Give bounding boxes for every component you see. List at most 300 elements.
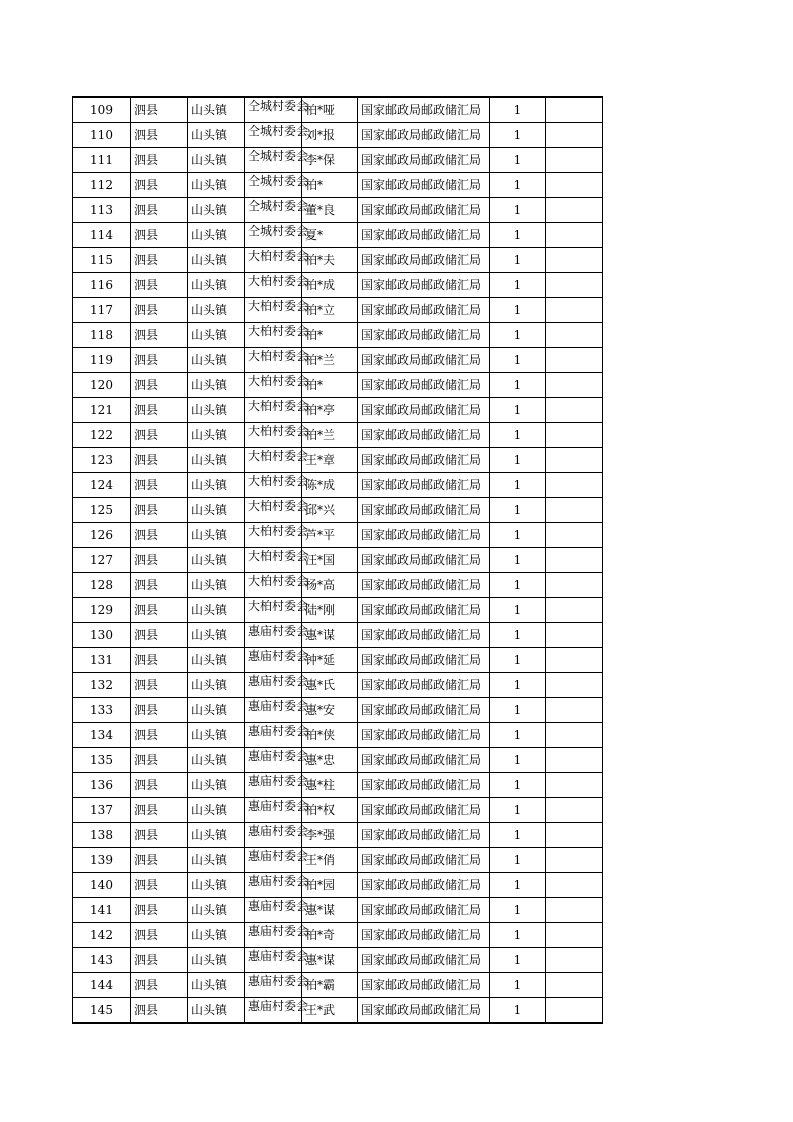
county-cell: 泗县 bbox=[131, 298, 188, 323]
count-cell: 1 bbox=[490, 623, 546, 648]
town-cell: 山头镇 bbox=[188, 798, 245, 823]
village-cell bbox=[245, 573, 309, 598]
person-name-cell: 惠*柱 bbox=[302, 773, 358, 798]
town-cell: 山头镇 bbox=[188, 623, 245, 648]
village-cell bbox=[245, 648, 309, 673]
bank-cell: 国家邮政局邮政储汇局 bbox=[358, 398, 490, 423]
blank-cell bbox=[546, 348, 603, 373]
serial-number-cell: 119 bbox=[73, 348, 131, 373]
blank-cell bbox=[546, 623, 603, 648]
village-text: 惠庙村委会 bbox=[248, 873, 309, 888]
blank-cell bbox=[546, 223, 603, 248]
village-text: 仝城村委会 bbox=[248, 223, 309, 238]
county-cell: 泗县 bbox=[131, 848, 188, 873]
table-row bbox=[73, 123, 603, 148]
count-cell: 1 bbox=[490, 448, 546, 473]
person-name-cell: 惠*忠 bbox=[302, 748, 358, 773]
town-cell: 山头镇 bbox=[188, 323, 245, 348]
person-name-cell: 柏* bbox=[302, 373, 358, 398]
county-cell: 泗县 bbox=[131, 523, 188, 548]
county-cell: 泗县 bbox=[131, 748, 188, 773]
count-cell: 1 bbox=[490, 123, 546, 148]
county-cell: 泗县 bbox=[131, 423, 188, 448]
county-cell: 泗县 bbox=[131, 648, 188, 673]
village-text: 惠庙村委会 bbox=[248, 848, 309, 863]
count-cell: 1 bbox=[490, 723, 546, 748]
village-text: 大柏村委会 bbox=[248, 448, 309, 463]
data-table bbox=[72, 96, 603, 1024]
county-cell: 泗县 bbox=[131, 798, 188, 823]
village-text: 惠庙村委会 bbox=[248, 748, 309, 763]
town-cell: 山头镇 bbox=[188, 723, 245, 748]
count-cell: 1 bbox=[490, 998, 546, 1024]
serial-number-cell: 144 bbox=[73, 973, 131, 998]
town-cell: 山头镇 bbox=[188, 148, 245, 173]
person-name-cell: 邱*兴 bbox=[302, 498, 358, 523]
village-cell bbox=[245, 973, 309, 998]
count-cell: 1 bbox=[490, 548, 546, 573]
village-cell bbox=[245, 898, 309, 923]
county-cell: 泗县 bbox=[131, 923, 188, 948]
county-cell: 泗县 bbox=[131, 623, 188, 648]
village-cell bbox=[245, 523, 309, 548]
serial-number-cell: 125 bbox=[73, 498, 131, 523]
count-cell: 1 bbox=[490, 573, 546, 598]
table-row bbox=[73, 198, 603, 223]
blank-cell bbox=[546, 998, 603, 1024]
serial-number-cell: 116 bbox=[73, 273, 131, 298]
table-row bbox=[73, 473, 603, 498]
table-row bbox=[73, 673, 603, 698]
serial-number-cell: 140 bbox=[73, 873, 131, 898]
county-cell: 泗县 bbox=[131, 673, 188, 698]
serial-number-cell: 122 bbox=[73, 423, 131, 448]
blank-cell bbox=[546, 398, 603, 423]
person-name-cell: 李*强 bbox=[302, 823, 358, 848]
table-row bbox=[73, 698, 603, 723]
blank-cell bbox=[546, 923, 603, 948]
table-row bbox=[73, 523, 603, 548]
town-cell: 山头镇 bbox=[188, 748, 245, 773]
person-name-cell: 柏*园 bbox=[302, 873, 358, 898]
village-cell bbox=[245, 198, 309, 223]
count-cell: 1 bbox=[490, 248, 546, 273]
count-cell: 1 bbox=[490, 748, 546, 773]
count-cell: 1 bbox=[490, 323, 546, 348]
table-row bbox=[73, 498, 603, 523]
town-cell: 山头镇 bbox=[188, 698, 245, 723]
village-text: 惠庙村委会 bbox=[248, 773, 309, 788]
village-cell bbox=[245, 598, 309, 623]
county-cell: 泗县 bbox=[131, 823, 188, 848]
person-name-cell: 柏*权 bbox=[302, 798, 358, 823]
bank-cell: 国家邮政局邮政储汇局 bbox=[358, 673, 490, 698]
bank-cell: 国家邮政局邮政储汇局 bbox=[358, 448, 490, 473]
bank-cell: 国家邮政局邮政储汇局 bbox=[358, 97, 490, 123]
bank-cell: 国家邮政局邮政储汇局 bbox=[358, 523, 490, 548]
table-row bbox=[73, 798, 603, 823]
blank-cell bbox=[546, 873, 603, 898]
bank-cell: 国家邮政局邮政储汇局 bbox=[358, 498, 490, 523]
table-row bbox=[73, 348, 603, 373]
count-cell: 1 bbox=[490, 398, 546, 423]
village-text: 惠庙村委会 bbox=[248, 998, 309, 1013]
serial-number-cell: 112 bbox=[73, 173, 131, 198]
count-cell: 1 bbox=[490, 848, 546, 873]
county-cell: 泗县 bbox=[131, 348, 188, 373]
village-text: 大柏村委会 bbox=[248, 423, 309, 438]
person-name-cell: 柏*兰 bbox=[302, 423, 358, 448]
blank-cell bbox=[546, 148, 603, 173]
bank-cell: 国家邮政局邮政储汇局 bbox=[358, 823, 490, 848]
bank-cell: 国家邮政局邮政储汇局 bbox=[358, 698, 490, 723]
blank-cell bbox=[546, 598, 603, 623]
serial-number-cell: 141 bbox=[73, 898, 131, 923]
village-cell bbox=[245, 848, 309, 873]
village-text: 大柏村委会 bbox=[248, 373, 309, 388]
serial-number-cell: 143 bbox=[73, 948, 131, 973]
count-cell: 1 bbox=[490, 773, 546, 798]
town-cell: 山头镇 bbox=[188, 823, 245, 848]
county-cell: 泗县 bbox=[131, 573, 188, 598]
blank-cell bbox=[546, 373, 603, 398]
table-row bbox=[73, 973, 603, 998]
county-cell: 泗县 bbox=[131, 698, 188, 723]
table-row bbox=[73, 373, 603, 398]
town-cell: 山头镇 bbox=[188, 298, 245, 323]
bank-cell: 国家邮政局邮政储汇局 bbox=[358, 798, 490, 823]
bank-cell: 国家邮政局邮政储汇局 bbox=[358, 423, 490, 448]
person-name-cell: 柏*奇 bbox=[302, 923, 358, 948]
serial-number-cell: 126 bbox=[73, 523, 131, 548]
blank-cell bbox=[546, 498, 603, 523]
person-name-cell: 惠*谋 bbox=[302, 623, 358, 648]
person-name-cell: 柏* bbox=[302, 323, 358, 348]
table-row bbox=[73, 923, 603, 948]
county-cell: 泗县 bbox=[131, 723, 188, 748]
town-cell: 山头镇 bbox=[188, 648, 245, 673]
village-text: 惠庙村委会 bbox=[248, 698, 309, 713]
table-row bbox=[73, 223, 603, 248]
serial-number-cell: 115 bbox=[73, 248, 131, 273]
county-cell: 泗县 bbox=[131, 973, 188, 998]
blank-cell bbox=[546, 948, 603, 973]
count-cell: 1 bbox=[490, 973, 546, 998]
serial-number-cell: 136 bbox=[73, 773, 131, 798]
bank-cell: 国家邮政局邮政储汇局 bbox=[358, 348, 490, 373]
table-row bbox=[73, 148, 603, 173]
village-cell bbox=[245, 423, 309, 448]
county-cell: 泗县 bbox=[131, 873, 188, 898]
village-cell bbox=[245, 97, 309, 123]
person-name-cell: 柏* bbox=[302, 173, 358, 198]
serial-number-cell: 132 bbox=[73, 673, 131, 698]
village-text: 仝城村委会 bbox=[248, 198, 309, 213]
table-row bbox=[73, 548, 603, 573]
count-cell: 1 bbox=[490, 873, 546, 898]
table-row bbox=[73, 323, 603, 348]
person-name-cell: 李*保 bbox=[302, 148, 358, 173]
person-name-cell: 柏*夫 bbox=[302, 248, 358, 273]
village-cell bbox=[245, 123, 309, 148]
serial-number-cell: 111 bbox=[73, 148, 131, 173]
village-text: 大柏村委会 bbox=[248, 523, 309, 538]
person-name-cell: 柏*立 bbox=[302, 298, 358, 323]
bank-cell: 国家邮政局邮政储汇局 bbox=[358, 898, 490, 923]
serial-number-cell: 133 bbox=[73, 698, 131, 723]
village-cell bbox=[245, 723, 309, 748]
village-cell bbox=[245, 548, 309, 573]
serial-number-cell: 114 bbox=[73, 223, 131, 248]
count-cell: 1 bbox=[490, 198, 546, 223]
village-cell bbox=[245, 373, 309, 398]
table-row bbox=[73, 848, 603, 873]
bank-cell: 国家邮政局邮政储汇局 bbox=[358, 648, 490, 673]
bank-cell: 国家邮政局邮政储汇局 bbox=[358, 598, 490, 623]
table-row bbox=[73, 648, 603, 673]
village-cell bbox=[245, 348, 309, 373]
bank-cell: 国家邮政局邮政储汇局 bbox=[358, 723, 490, 748]
count-cell: 1 bbox=[490, 898, 546, 923]
village-cell bbox=[245, 298, 309, 323]
town-cell: 山头镇 bbox=[188, 948, 245, 973]
count-cell: 1 bbox=[490, 348, 546, 373]
bank-cell: 国家邮政局邮政储汇局 bbox=[358, 323, 490, 348]
serial-number-cell: 145 bbox=[73, 998, 131, 1024]
village-cell bbox=[245, 998, 309, 1024]
bank-cell: 国家邮政局邮政储汇局 bbox=[358, 748, 490, 773]
bank-cell: 国家邮政局邮政储汇局 bbox=[358, 573, 490, 598]
count-cell: 1 bbox=[490, 523, 546, 548]
blank-cell bbox=[546, 648, 603, 673]
table-row bbox=[73, 423, 603, 448]
blank-cell bbox=[546, 273, 603, 298]
table-row bbox=[73, 173, 603, 198]
table-row bbox=[73, 573, 603, 598]
village-cell bbox=[245, 148, 309, 173]
count-cell: 1 bbox=[490, 373, 546, 398]
town-cell: 山头镇 bbox=[188, 873, 245, 898]
town-cell: 山头镇 bbox=[188, 198, 245, 223]
table-row bbox=[73, 948, 603, 973]
person-name-cell: 刘*报 bbox=[302, 123, 358, 148]
town-cell: 山头镇 bbox=[188, 673, 245, 698]
village-cell bbox=[245, 448, 309, 473]
blank-cell bbox=[546, 898, 603, 923]
village-cell bbox=[245, 323, 309, 348]
village-text: 大柏村委会 bbox=[248, 598, 309, 613]
village-cell bbox=[245, 173, 309, 198]
town-cell: 山头镇 bbox=[188, 97, 245, 123]
bank-cell: 国家邮政局邮政储汇局 bbox=[358, 548, 490, 573]
count-cell: 1 bbox=[490, 273, 546, 298]
town-cell: 山头镇 bbox=[188, 898, 245, 923]
village-text: 大柏村委会 bbox=[248, 548, 309, 563]
village-text: 仝城村委会 bbox=[248, 123, 309, 138]
bank-cell: 国家邮政局邮政储汇局 bbox=[358, 198, 490, 223]
count-cell: 1 bbox=[490, 223, 546, 248]
village-text: 仝城村委会 bbox=[248, 173, 309, 188]
serial-number-cell: 139 bbox=[73, 848, 131, 873]
town-cell: 山头镇 bbox=[188, 573, 245, 598]
village-text: 仝城村委会 bbox=[248, 148, 309, 163]
person-name-cell: 惠*安 bbox=[302, 698, 358, 723]
bank-cell: 国家邮政局邮政储汇局 bbox=[358, 623, 490, 648]
blank-cell bbox=[546, 723, 603, 748]
blank-cell bbox=[546, 198, 603, 223]
blank-cell bbox=[546, 973, 603, 998]
county-cell: 泗县 bbox=[131, 948, 188, 973]
town-cell: 山头镇 bbox=[188, 123, 245, 148]
blank-cell bbox=[546, 448, 603, 473]
village-text: 惠庙村委会 bbox=[248, 648, 309, 663]
count-cell: 1 bbox=[490, 598, 546, 623]
village-cell bbox=[245, 623, 309, 648]
table-row bbox=[73, 898, 603, 923]
person-name-cell: 惠*谋 bbox=[302, 898, 358, 923]
person-name-cell: 钟*延 bbox=[302, 648, 358, 673]
blank-cell bbox=[546, 773, 603, 798]
serial-number-cell: 110 bbox=[73, 123, 131, 148]
count-cell: 1 bbox=[490, 823, 546, 848]
person-name-cell: 陈*成 bbox=[302, 473, 358, 498]
county-cell: 泗县 bbox=[131, 498, 188, 523]
village-text: 惠庙村委会 bbox=[248, 723, 309, 738]
town-cell: 山头镇 bbox=[188, 348, 245, 373]
serial-number-cell: 117 bbox=[73, 298, 131, 323]
county-cell: 泗县 bbox=[131, 898, 188, 923]
town-cell: 山头镇 bbox=[188, 548, 245, 573]
village-cell bbox=[245, 473, 309, 498]
bank-cell: 国家邮政局邮政储汇局 bbox=[358, 773, 490, 798]
table-row bbox=[73, 398, 603, 423]
person-name-cell: 陆*刚 bbox=[302, 598, 358, 623]
village-cell bbox=[245, 773, 309, 798]
table-row bbox=[73, 448, 603, 473]
table-row bbox=[73, 248, 603, 273]
blank-cell bbox=[546, 698, 603, 723]
village-cell bbox=[245, 273, 309, 298]
town-cell: 山头镇 bbox=[188, 923, 245, 948]
blank-cell bbox=[546, 823, 603, 848]
blank-cell bbox=[546, 748, 603, 773]
county-cell: 泗县 bbox=[131, 323, 188, 348]
town-cell: 山头镇 bbox=[188, 498, 245, 523]
town-cell: 山头镇 bbox=[188, 998, 245, 1024]
blank-cell bbox=[546, 423, 603, 448]
county-cell: 泗县 bbox=[131, 598, 188, 623]
serial-number-cell: 121 bbox=[73, 398, 131, 423]
village-text: 仝城村委会 bbox=[248, 98, 309, 113]
blank-cell bbox=[546, 548, 603, 573]
blank-cell bbox=[546, 523, 603, 548]
blank-cell bbox=[546, 123, 603, 148]
village-cell bbox=[245, 248, 309, 273]
village-cell bbox=[245, 673, 309, 698]
table-row bbox=[73, 623, 603, 648]
bank-cell: 国家邮政局邮政储汇局 bbox=[358, 373, 490, 398]
count-cell: 1 bbox=[490, 698, 546, 723]
blank-cell bbox=[546, 298, 603, 323]
county-cell: 泗县 bbox=[131, 248, 188, 273]
serial-number-cell: 123 bbox=[73, 448, 131, 473]
county-cell: 泗县 bbox=[131, 548, 188, 573]
blank-cell bbox=[546, 473, 603, 498]
county-cell: 泗县 bbox=[131, 473, 188, 498]
count-cell: 1 bbox=[490, 648, 546, 673]
person-name-cell: 夏* bbox=[302, 223, 358, 248]
person-name-cell: 柏*亭 bbox=[302, 398, 358, 423]
serial-number-cell: 128 bbox=[73, 573, 131, 598]
village-cell bbox=[245, 823, 309, 848]
town-cell: 山头镇 bbox=[188, 473, 245, 498]
bank-cell: 国家邮政局邮政储汇局 bbox=[358, 248, 490, 273]
bank-cell: 国家邮政局邮政储汇局 bbox=[358, 473, 490, 498]
village-text: 惠庙村委会 bbox=[248, 798, 309, 813]
village-cell bbox=[245, 223, 309, 248]
person-name-cell: 汪*国 bbox=[302, 548, 358, 573]
village-cell bbox=[245, 923, 309, 948]
blank-cell bbox=[546, 798, 603, 823]
person-name-cell: 杨*高 bbox=[302, 573, 358, 598]
serial-number-cell: 113 bbox=[73, 198, 131, 223]
town-cell: 山头镇 bbox=[188, 598, 245, 623]
table-row bbox=[73, 823, 603, 848]
serial-number-cell: 130 bbox=[73, 623, 131, 648]
village-cell bbox=[245, 398, 309, 423]
town-cell: 山头镇 bbox=[188, 248, 245, 273]
count-cell: 1 bbox=[490, 798, 546, 823]
county-cell: 泗县 bbox=[131, 998, 188, 1024]
blank-cell bbox=[546, 573, 603, 598]
village-text: 惠庙村委会 bbox=[248, 948, 309, 963]
count-cell: 1 bbox=[490, 948, 546, 973]
person-name-cell: 惠*谋 bbox=[302, 948, 358, 973]
village-text: 惠庙村委会 bbox=[248, 923, 309, 938]
person-name-cell: 柏*兰 bbox=[302, 348, 358, 373]
village-text: 惠庙村委会 bbox=[248, 898, 309, 913]
county-cell: 泗县 bbox=[131, 448, 188, 473]
person-name-cell: 芦*平 bbox=[302, 523, 358, 548]
person-name-cell: 王*章 bbox=[302, 448, 358, 473]
table-row bbox=[73, 97, 603, 123]
count-cell: 1 bbox=[490, 148, 546, 173]
village-text: 惠庙村委会 bbox=[248, 623, 309, 638]
count-cell: 1 bbox=[490, 498, 546, 523]
bank-cell: 国家邮政局邮政储汇局 bbox=[358, 998, 490, 1024]
bank-cell: 国家邮政局邮政储汇局 bbox=[358, 223, 490, 248]
person-name-cell: 柏*侠 bbox=[302, 723, 358, 748]
blank-cell bbox=[546, 848, 603, 873]
bank-cell: 国家邮政局邮政储汇局 bbox=[358, 148, 490, 173]
count-cell: 1 bbox=[490, 173, 546, 198]
village-text: 大柏村委会 bbox=[248, 498, 309, 513]
county-cell: 泗县 bbox=[131, 398, 188, 423]
village-text: 大柏村委会 bbox=[248, 573, 309, 588]
person-name-cell: 柏*霸 bbox=[302, 973, 358, 998]
bank-cell: 国家邮政局邮政储汇局 bbox=[358, 873, 490, 898]
serial-number-cell: 135 bbox=[73, 748, 131, 773]
count-cell: 1 bbox=[490, 423, 546, 448]
county-cell: 泗县 bbox=[131, 97, 188, 123]
village-text: 大柏村委会 bbox=[248, 473, 309, 488]
serial-number-cell: 138 bbox=[73, 823, 131, 848]
town-cell: 山头镇 bbox=[188, 273, 245, 298]
serial-number-cell: 127 bbox=[73, 548, 131, 573]
bank-cell: 国家邮政局邮政储汇局 bbox=[358, 123, 490, 148]
table-row bbox=[73, 298, 603, 323]
blank-cell bbox=[546, 97, 603, 123]
